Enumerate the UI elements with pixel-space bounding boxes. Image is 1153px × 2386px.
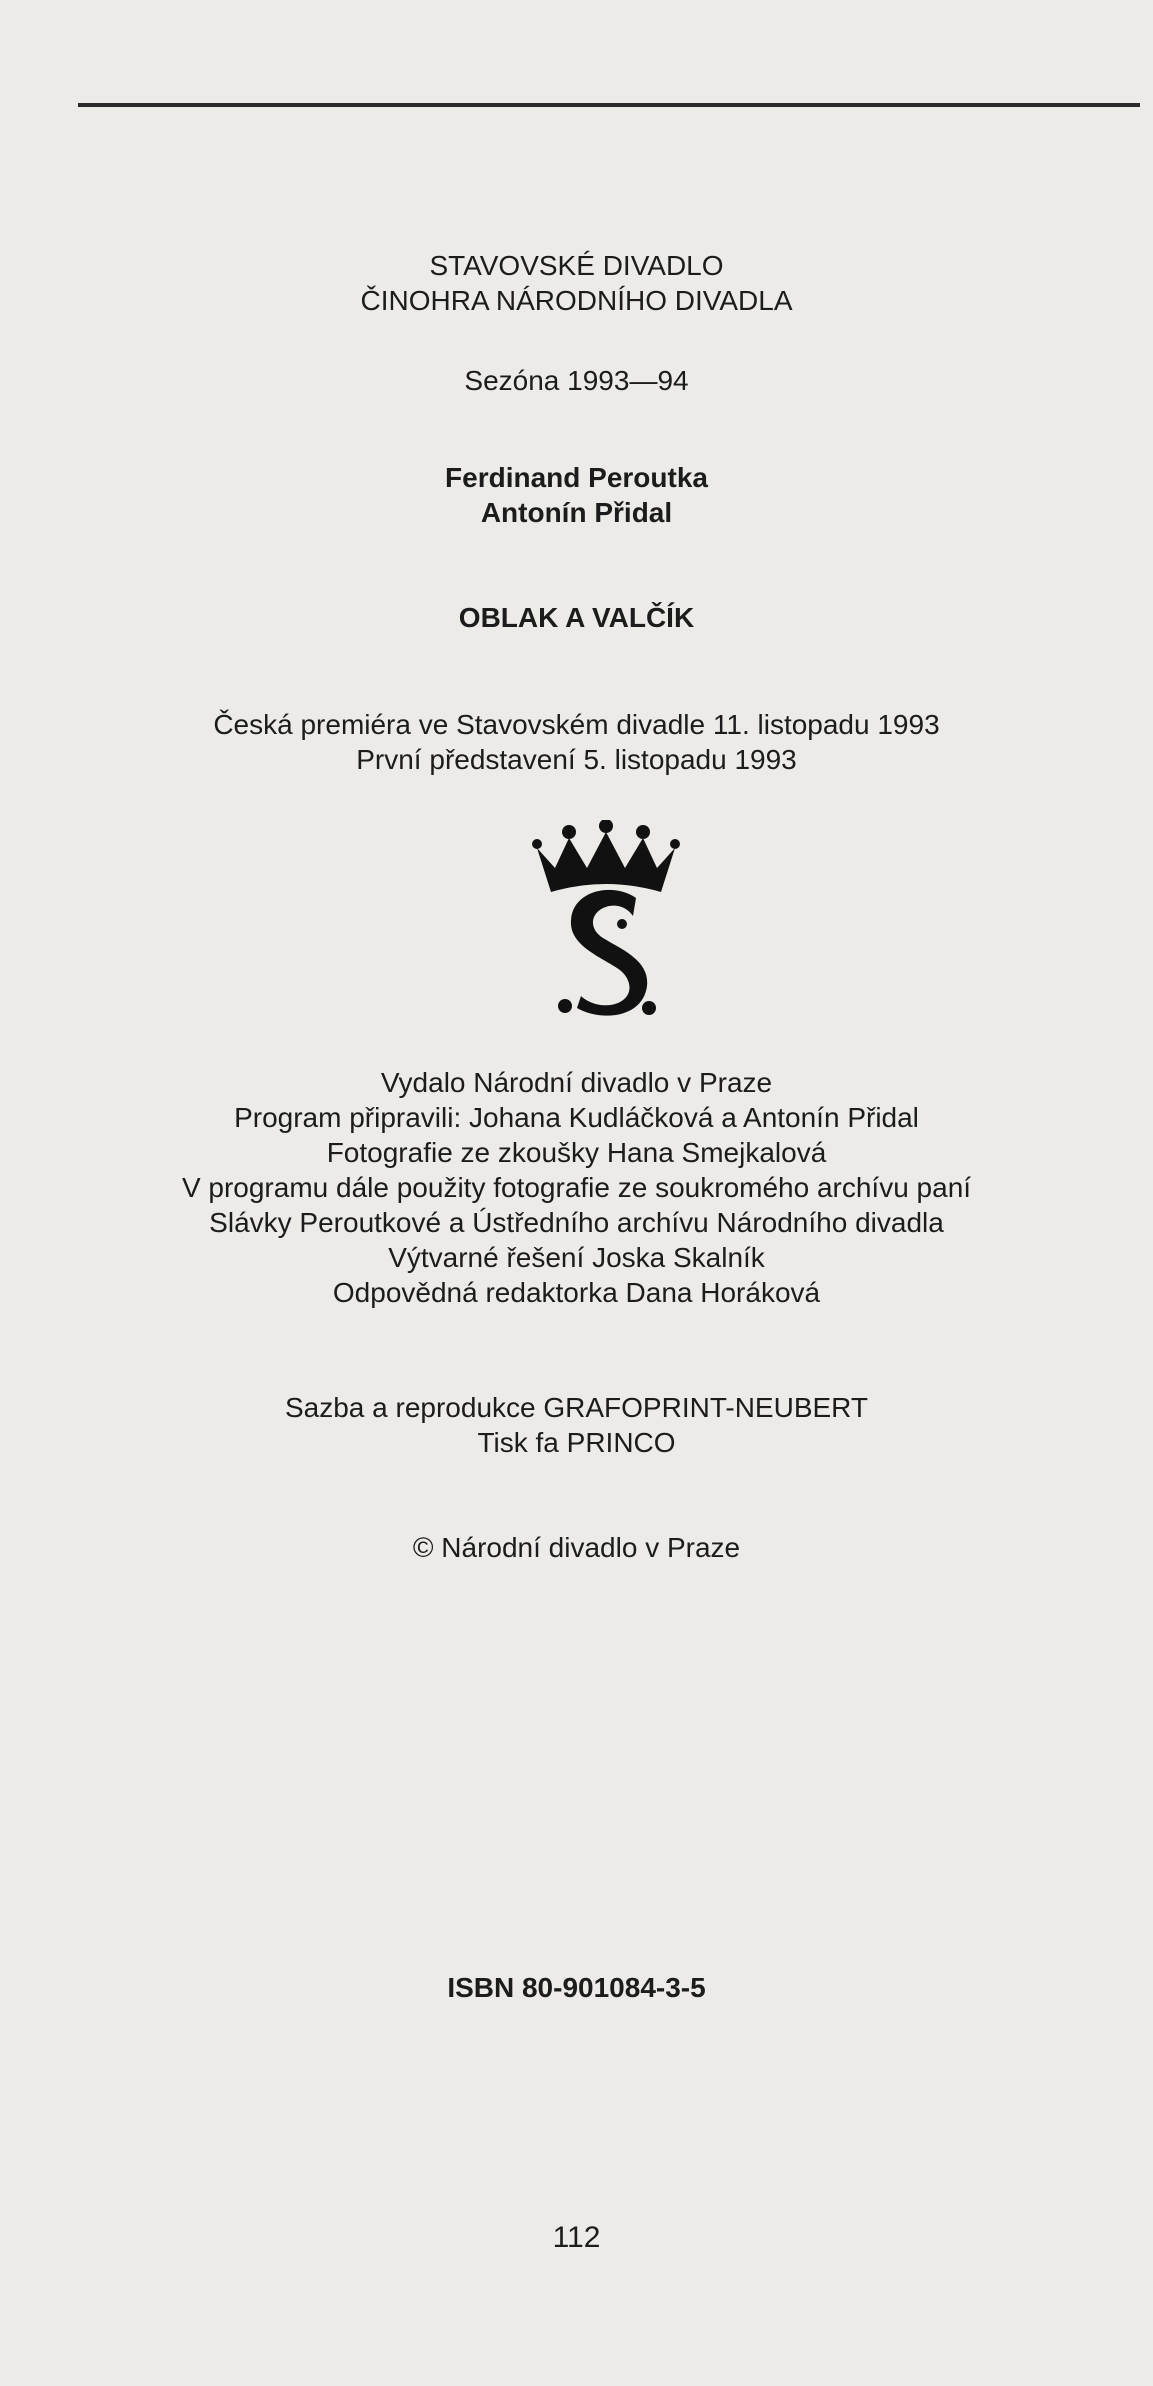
credit-line: Slávky Peroutkové a Ústředního archívu Národního divadla — [209, 1207, 944, 1238]
authors-block — [0, 460, 1153, 530]
printing-block — [0, 1390, 1153, 1460]
author-2: Antonín Přidal — [480, 497, 673, 528]
printer-line: Tisk fa PRINCO — [477, 1427, 676, 1458]
premiere-line-2: První představení 5. listopadu 1993 — [356, 744, 797, 775]
season-label: Sezóna 1993—94 — [464, 365, 689, 396]
credit-line: Odpovědná redaktorka Dana Horáková — [332, 1277, 821, 1308]
copyright-block — [0, 1530, 1153, 1565]
page-number: 112 — [552, 2221, 601, 2254]
isbn-number: ISBN 80-901084-3-5 — [447, 1972, 706, 2003]
typesetting-line: Sazba a reprodukce GRAFOPRINT-NEUBERT — [284, 1392, 868, 1423]
premiere-line-1: Česká premiéra ve Stavovském divadle 11. listopadu 1993 — [213, 709, 940, 740]
company-name: ČINOHRA NÁRODNÍHO DIVADLA — [360, 285, 793, 316]
premiere-block — [0, 707, 1153, 777]
credit-line: Výtvarné řešení Joska Skalník — [388, 1242, 765, 1273]
play-title-block — [0, 600, 1153, 635]
credits-block — [0, 1065, 1153, 1310]
page-number-block — [0, 2220, 1153, 2255]
season-block — [0, 363, 1153, 398]
theatre-header — [0, 248, 1153, 318]
credit-line: Fotografie ze zkoušky Hana Smejkalová — [326, 1137, 827, 1168]
credit-line: Program připravili: Johana Kudláčková a Antonín Přidal — [234, 1102, 919, 1133]
crown-s-emblem-icon — [521, 820, 691, 1020]
play-title: OBLAK A VALČÍK — [458, 602, 695, 633]
credit-line: V programu dále použity fotografie ze soukromého archívu paní — [181, 1172, 972, 1203]
top-rule — [78, 103, 1140, 107]
copyright-notice: © Národní divadlo v Praze — [412, 1532, 741, 1563]
credit-line: Vydalo Národní divadlo v Praze — [380, 1067, 773, 1098]
author-1: Ferdinand Peroutka — [445, 462, 708, 493]
isbn-block — [0, 1970, 1153, 2005]
theatre-name: STAVOVSKÉ DIVADLO — [429, 250, 724, 281]
